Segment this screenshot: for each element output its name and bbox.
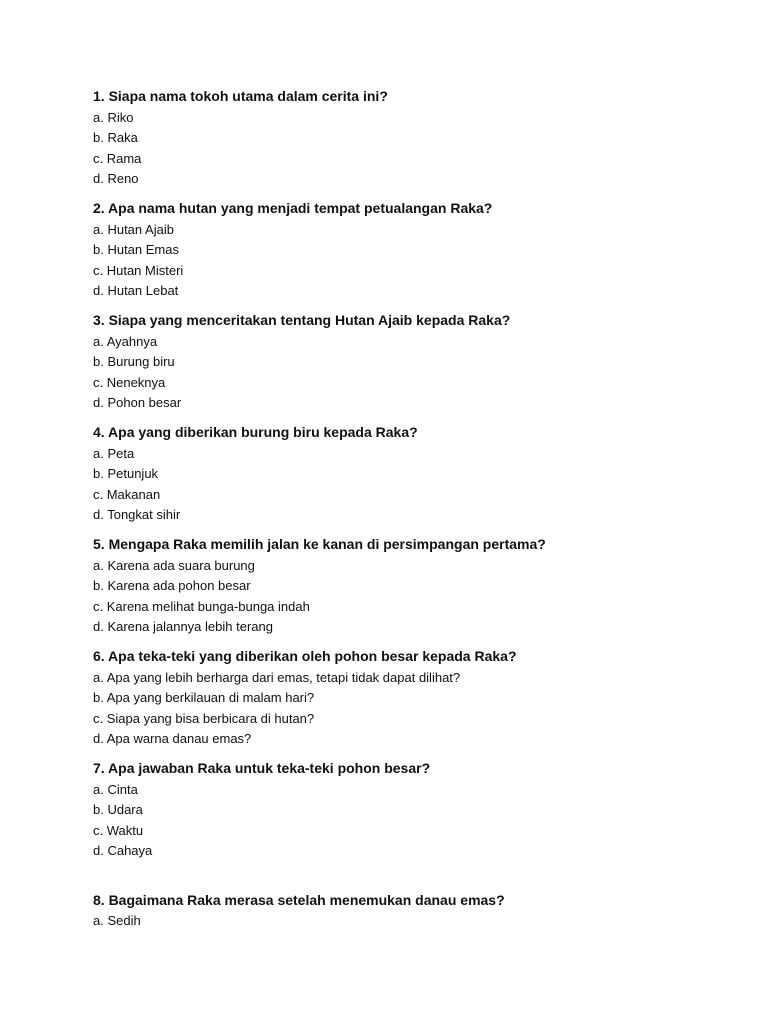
answer-option: a. Apa yang lebih berharga dari emas, tetapi tidak dapat dilihat? [93, 669, 461, 685]
answer-option: b. Hutan Emas [93, 242, 179, 257]
question-6 [93, 647, 733, 750]
answer-option: c. Neneknya [93, 374, 166, 390]
question-title: 8. Bagaimana Raka merasa setelah menemukan danau emas? [93, 891, 505, 908]
answer-option: a. Riko [93, 109, 134, 125]
question-1 [93, 87, 733, 190]
answer-option: d. Apa warna danau emas? [93, 731, 252, 746]
answer-option: d. Karena jalannya lebih terang [93, 619, 273, 634]
answer-option: a. Karena ada suara burung [93, 557, 255, 573]
question-title: 4. Apa yang diberikan burung biru kepada Raka? [93, 424, 418, 440]
answer-option: c. Karena melihat bunga-bunga indah [93, 598, 310, 614]
question-5 [93, 535, 733, 638]
answer-option: a. Cinta [93, 781, 138, 797]
answer-option: d. Pohon besar [93, 395, 182, 410]
answer-option: d. Reno [93, 171, 139, 186]
question-2 [93, 199, 733, 302]
answer-option: c. Makanan [93, 486, 161, 502]
answer-option: d. Tongkat sihir [93, 507, 181, 522]
answer-option: b. Petunjuk [93, 466, 159, 481]
answer-option: d. Hutan Lebat [93, 283, 179, 298]
answer-option: a. Hutan Ajaib [93, 221, 174, 237]
question-title: 7. Apa jawaban Raka untuk teka-teki pohon besar? [93, 760, 431, 776]
question-7 [93, 759, 733, 862]
answer-option: b. Udara [93, 802, 143, 817]
question-title: 1. Siapa nama tokoh utama dalam cerita ini? [93, 88, 388, 104]
question-8 [93, 891, 733, 932]
answer-option: b. Burung biru [93, 354, 175, 369]
question-title: 6. Apa teka-teki yang diberikan oleh pohon besar kepada Raka? [93, 648, 517, 664]
question-title: 3. Siapa yang menceritakan tentang Hutan Ajaib kepada Raka? [93, 312, 511, 328]
question-title: 2. Apa nama hutan yang menjadi tempat petualangan Raka? [93, 200, 493, 216]
question-4 [93, 423, 733, 526]
answer-option: d. Cahaya [93, 843, 153, 858]
answer-option: a. Ayahnya [93, 333, 158, 349]
answer-option: b. Raka [93, 130, 138, 145]
answer-option: c. Waktu [93, 822, 144, 838]
answer-option: b. Karena ada pohon besar [93, 578, 251, 593]
answer-option: c. Siapa yang bisa berbicara di hutan? [93, 710, 315, 726]
answer-option: a. Sedih [93, 913, 141, 928]
answer-option: c. Hutan Misteri [93, 262, 184, 278]
answer-option: b. Apa yang berkilauan di malam hari? [93, 690, 315, 705]
question-3 [93, 311, 733, 414]
quiz-list [93, 87, 733, 941]
answer-option: a. Peta [93, 445, 135, 461]
answer-option: c. Rama [93, 150, 142, 166]
question-title: 5. Mengapa Raka memilih jalan ke kanan di persimpangan pertama? [93, 536, 546, 552]
